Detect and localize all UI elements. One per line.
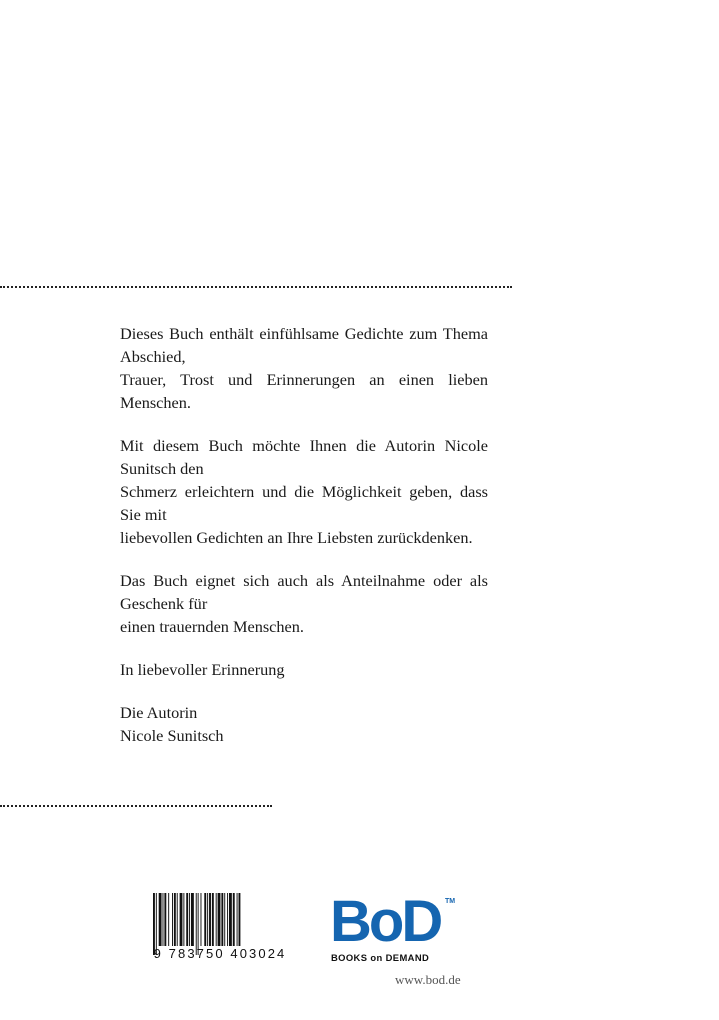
barcode-bar — [216, 893, 217, 946]
barcode-bar — [163, 893, 164, 946]
barcode-bar — [180, 893, 183, 946]
barcode-bar — [237, 893, 238, 946]
publisher-url: www.bod.de — [395, 972, 461, 987]
barcode-bar — [159, 893, 162, 946]
bod-logo: BoD — [330, 889, 441, 954]
isbn-digits: 9 783750 403024 — [153, 946, 287, 961]
back-cover-text — [120, 322, 488, 767]
barcode-bar — [207, 893, 208, 946]
barcode-bar — [218, 893, 221, 946]
barcode-bar — [174, 893, 176, 946]
text-line: Das Buch eignet sich auch als Anteilnahme oder als Geschenk für — [120, 571, 488, 613]
top-dotted-divider — [0, 286, 512, 288]
barcode-bar — [164, 893, 166, 946]
barcode-bar — [227, 893, 228, 946]
paragraph-dedication — [120, 658, 488, 681]
paragraph-purpose — [120, 434, 488, 549]
barcode-bar — [189, 893, 190, 946]
barcode-bar — [177, 893, 178, 946]
text-line: In liebevoller Erinnerung — [120, 660, 285, 679]
text-line: Mit diesem Buch möchte Ihnen die Autorin Nicole Sunitsch den — [120, 436, 488, 478]
barcode-bar — [186, 893, 188, 946]
text-line: liebevollen Gedichten an Ihre Liebsten zurückdenken. — [120, 528, 473, 547]
barcode-bar — [224, 893, 225, 946]
barcode-bar — [239, 893, 241, 946]
text-line: Dieses Buch enthält einfühlsame Gedichte zum Thema Abschied, — [120, 324, 488, 366]
publisher-tagline: BOOKS on DEMAND — [331, 952, 430, 963]
barcode-bar — [229, 893, 232, 946]
author-label: Die Autorin — [120, 703, 198, 722]
text-line: Trauer, Trost und Erinnerungen an einen lieben Menschen. — [120, 370, 488, 412]
barcode-bar — [191, 893, 194, 946]
text-line: einen trauernden Menschen. — [120, 617, 304, 636]
trademark-mark: TM — [445, 898, 456, 905]
author-name: Nicole Sunitsch — [120, 726, 224, 745]
author-signature — [120, 701, 488, 747]
barcode-bar — [172, 893, 173, 946]
paragraph-intro — [120, 322, 488, 414]
barcode-bar — [204, 893, 206, 946]
barcode-bar — [221, 893, 223, 946]
bottom-dotted-divider — [0, 805, 272, 807]
barcode-bar — [209, 893, 211, 946]
paragraph-gift — [120, 569, 488, 638]
barcode-bar — [168, 893, 169, 946]
barcode-bar — [201, 893, 202, 946]
barcode-bar — [233, 893, 235, 946]
barcode-bar — [183, 893, 184, 946]
barcode-bar — [212, 893, 214, 946]
text-line: Schmerz erleichtern und die Möglichkeit geben, dass Sie mit — [120, 482, 488, 524]
